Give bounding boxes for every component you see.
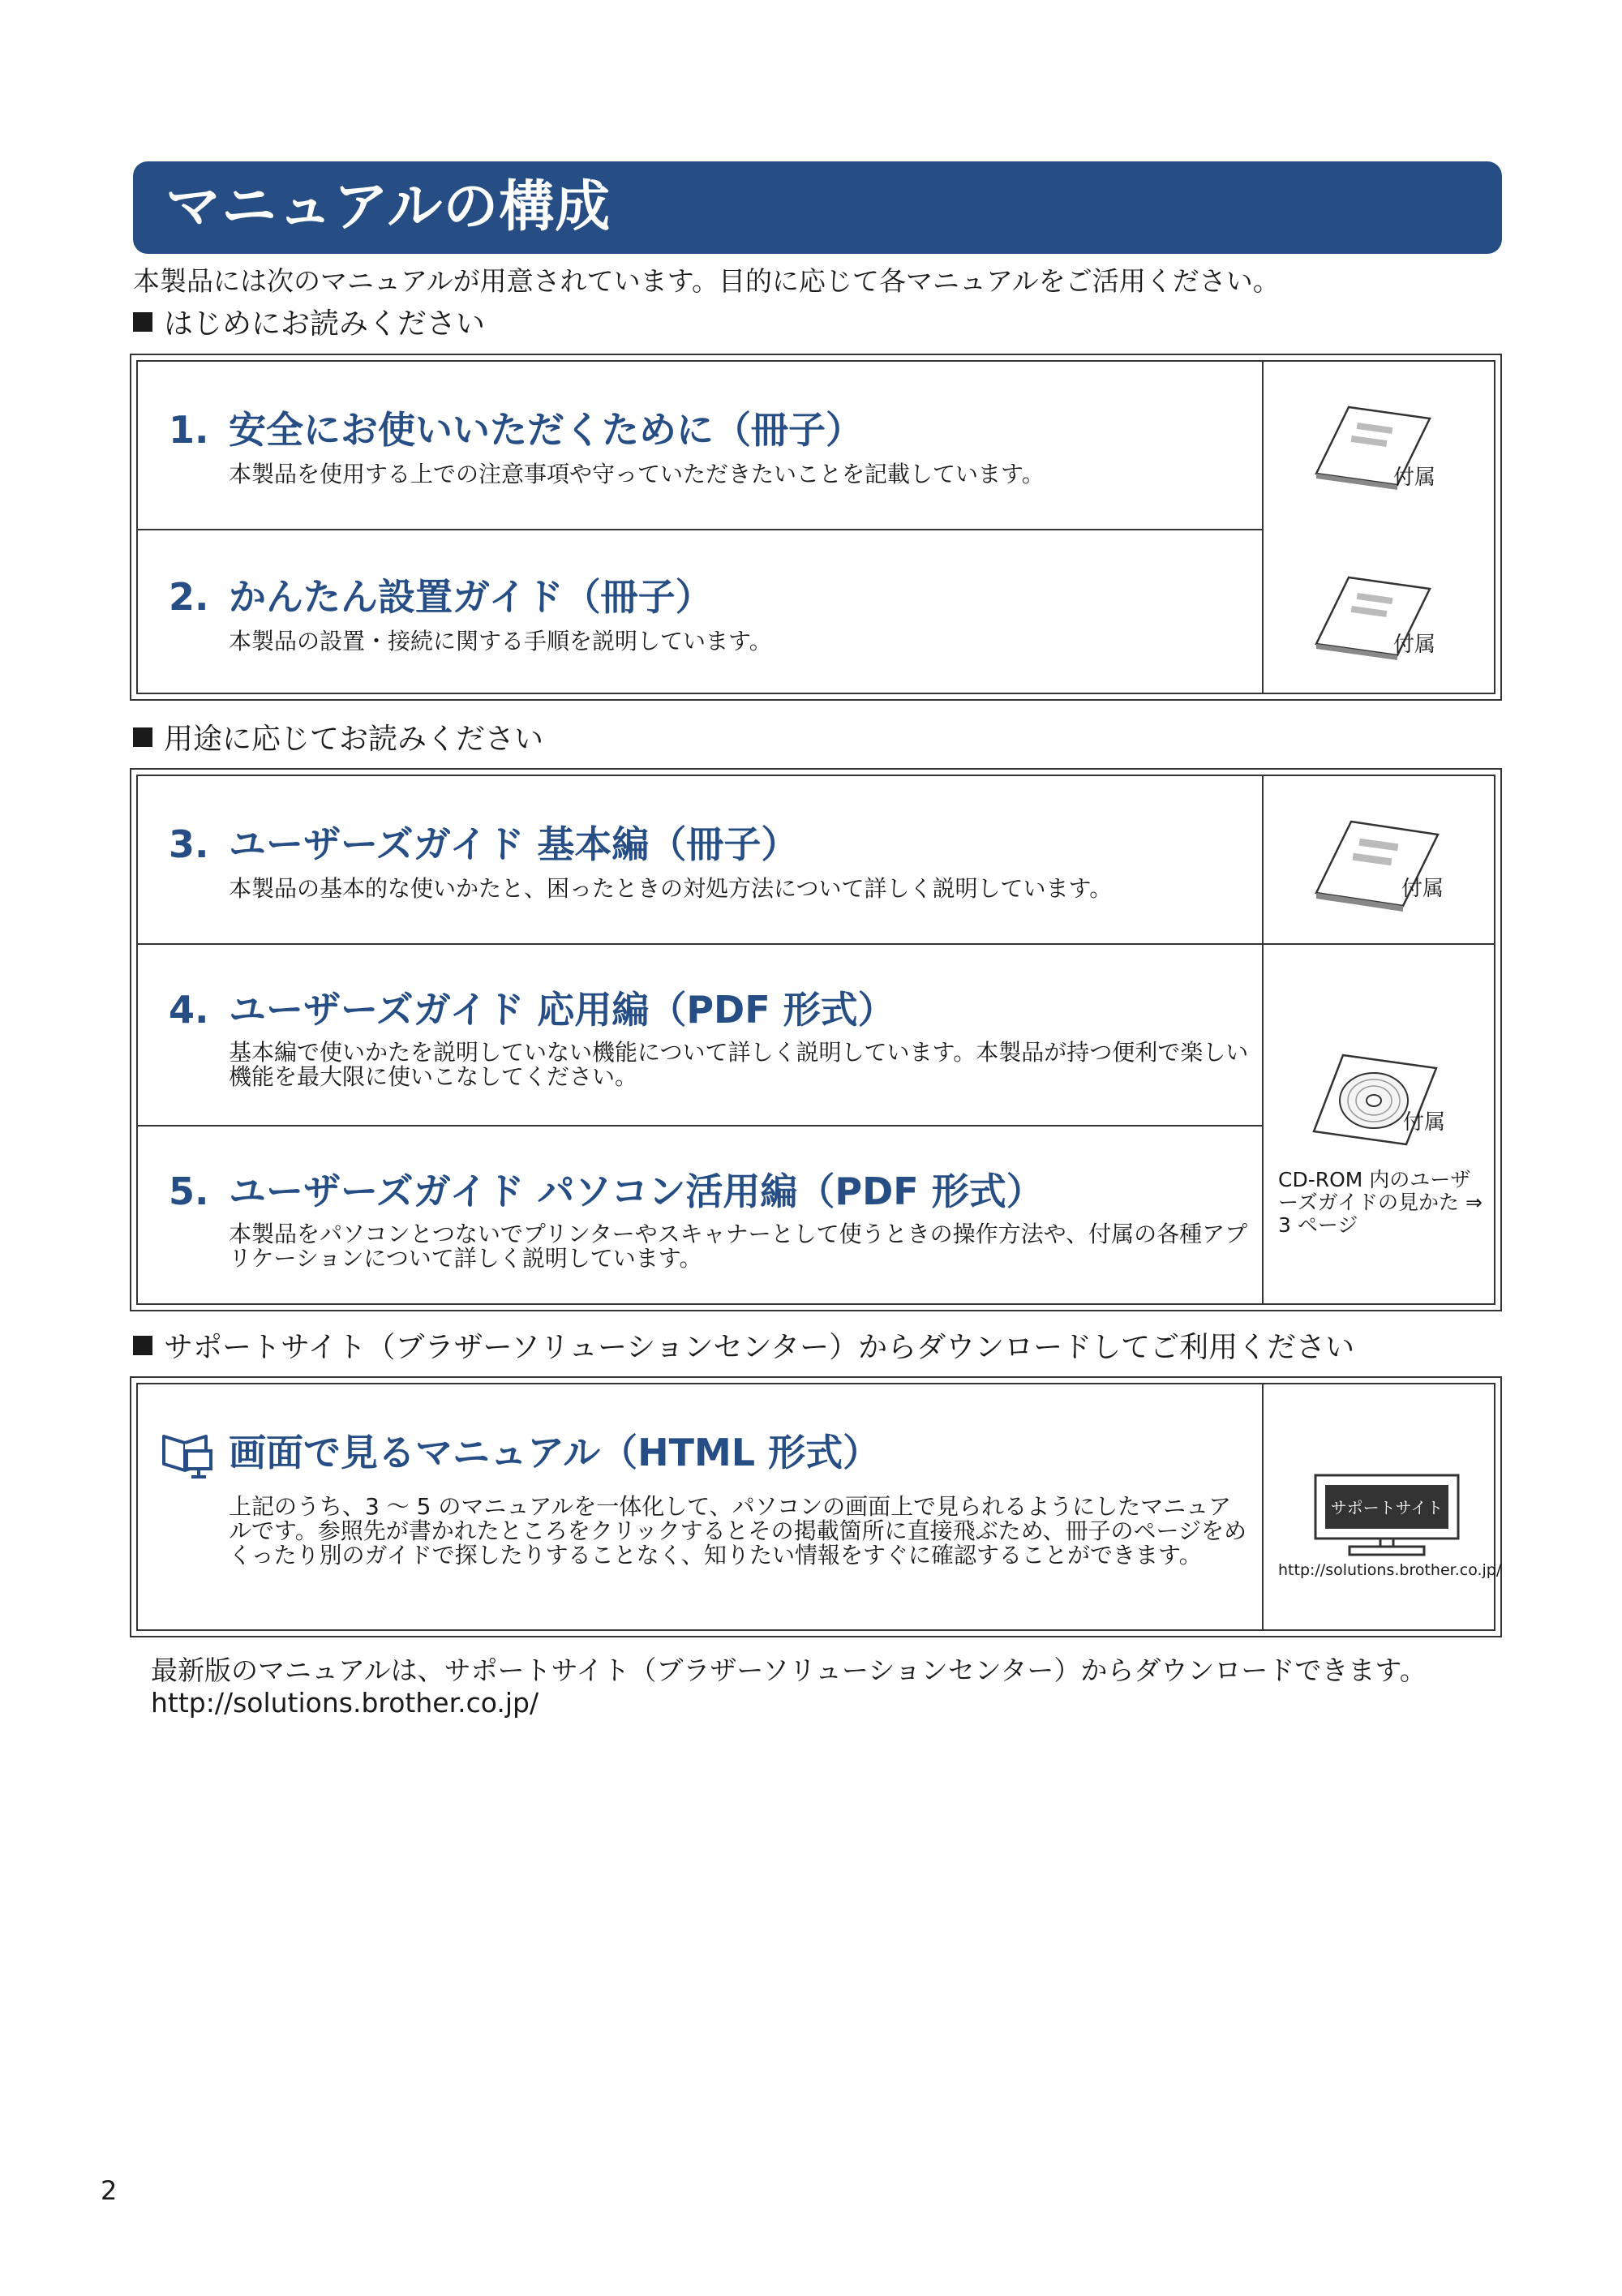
support-site-label: サポートサイト bbox=[1330, 1498, 1444, 1517]
monitor-icon bbox=[1314, 1474, 1460, 1558]
manual-title-html: 画面で見るマニュアル（HTML 形式） bbox=[229, 1431, 881, 1474]
title-banner bbox=[133, 161, 1502, 254]
included-label: 付属 bbox=[1393, 466, 1436, 490]
manual-desc-4: 基本編で使いかたを説明していない機能について詳しく説明しています。本製品が持つ便利で楽しい機能を最大限に使いこなしてください。 bbox=[229, 1039, 1249, 1090]
manual-desc-3: 本製品の基本的な使いかたと、困ったときの対処方法について詳しく説明しています。 bbox=[229, 875, 1113, 902]
manual-box-purpose bbox=[130, 768, 1502, 1311]
manual-desc-2: 本製品の設置・接続に関する手順を説明しています。 bbox=[229, 628, 772, 654]
square-bullet-icon bbox=[133, 727, 152, 747]
section-label-read-first: はじめにお読みください bbox=[133, 307, 485, 342]
included-label: 付属 bbox=[1401, 877, 1444, 901]
manual-desc-1: 本製品を使用する上での注意事項や守っていただきたいことを記載しています。 bbox=[229, 461, 1045, 487]
manual-title-3: 3. ユーザーズガイド 基本編（冊子） bbox=[169, 822, 799, 866]
included-cell-1 bbox=[1264, 362, 1494, 529]
support-site-cell bbox=[1264, 1384, 1502, 1636]
included-cell-3 bbox=[1264, 776, 1494, 943]
page-title: マニュアルの構成 bbox=[165, 175, 611, 239]
html-manual-icon bbox=[159, 1428, 216, 1480]
manual-title-2: 2. かんたん設置ガイド（冊子） bbox=[169, 575, 713, 619]
cd-rom-caption: CD-ROM 内のユーザーズガイドの見かた ⇒ 3 ページ bbox=[1278, 1168, 1483, 1237]
manual-title-1: 1. 安全にお使いいただくために（冊子） bbox=[169, 408, 863, 452]
manual-box-first bbox=[130, 354, 1502, 701]
support-site-url[interactable]: http://solutions.brother.co.jp/ bbox=[1278, 1561, 1502, 1579]
page-number: 2 bbox=[101, 2175, 118, 2206]
section-label-as-needed: 用途に応じてお読みください bbox=[133, 722, 543, 757]
footer-note: 最新版のマニュアルは、サポートサイト（ブラザーソリューションセンター）からダウンロードできます。 http://solutions.brother.co.jp/ bbox=[151, 1654, 1427, 1719]
section-label-support-site: サポートサイト（ブラザーソリューションセンター）からダウンロードしてご利用ください bbox=[133, 1330, 1354, 1366]
included-cell-2 bbox=[1264, 530, 1494, 699]
included-label: 付属 bbox=[1393, 633, 1436, 657]
manual-title-5: 5. ユーザーズガイド パソコン活用編（PDF 形式） bbox=[169, 1169, 1044, 1213]
included-label: 付属 bbox=[1403, 1110, 1446, 1135]
intro-text: 本製品には次のマニュアルが用意されています。目的に応じて各マニュアルをご活用ください。 bbox=[133, 265, 1280, 297]
included-cell-cdrom bbox=[1264, 945, 1494, 1310]
manual-title-4: 4. ユーザーズガイド 応用編（PDF 形式） bbox=[169, 988, 895, 1032]
square-bullet-icon bbox=[133, 312, 152, 332]
square-bullet-icon bbox=[133, 1336, 152, 1355]
footer-url-link[interactable]: http://solutions.brother.co.jp/ bbox=[151, 1687, 539, 1719]
manual-desc-5: 本製品をパソコンとつないでプリンターやスキャナーとして使うときの操作方法や、付属の各種アプリケーションについて詳しく説明しています。 bbox=[229, 1221, 1248, 1272]
cd-rom-icon bbox=[1311, 1052, 1440, 1149]
manual-desc-html: 上記のうち、3 ～ 5 のマニュアルを一体化して、パソコンの画面上で見られるようにしたマニュアルです。参照先が書かれたところをクリックするとその掲載箇所に直接飛ぶため、冊子のページをめくったり別のガイドで探したりすることなく、知りたい情報をすぐに確認することができます。 bbox=[229, 1493, 1247, 1569]
manual-box-support bbox=[130, 1376, 1502, 1637]
